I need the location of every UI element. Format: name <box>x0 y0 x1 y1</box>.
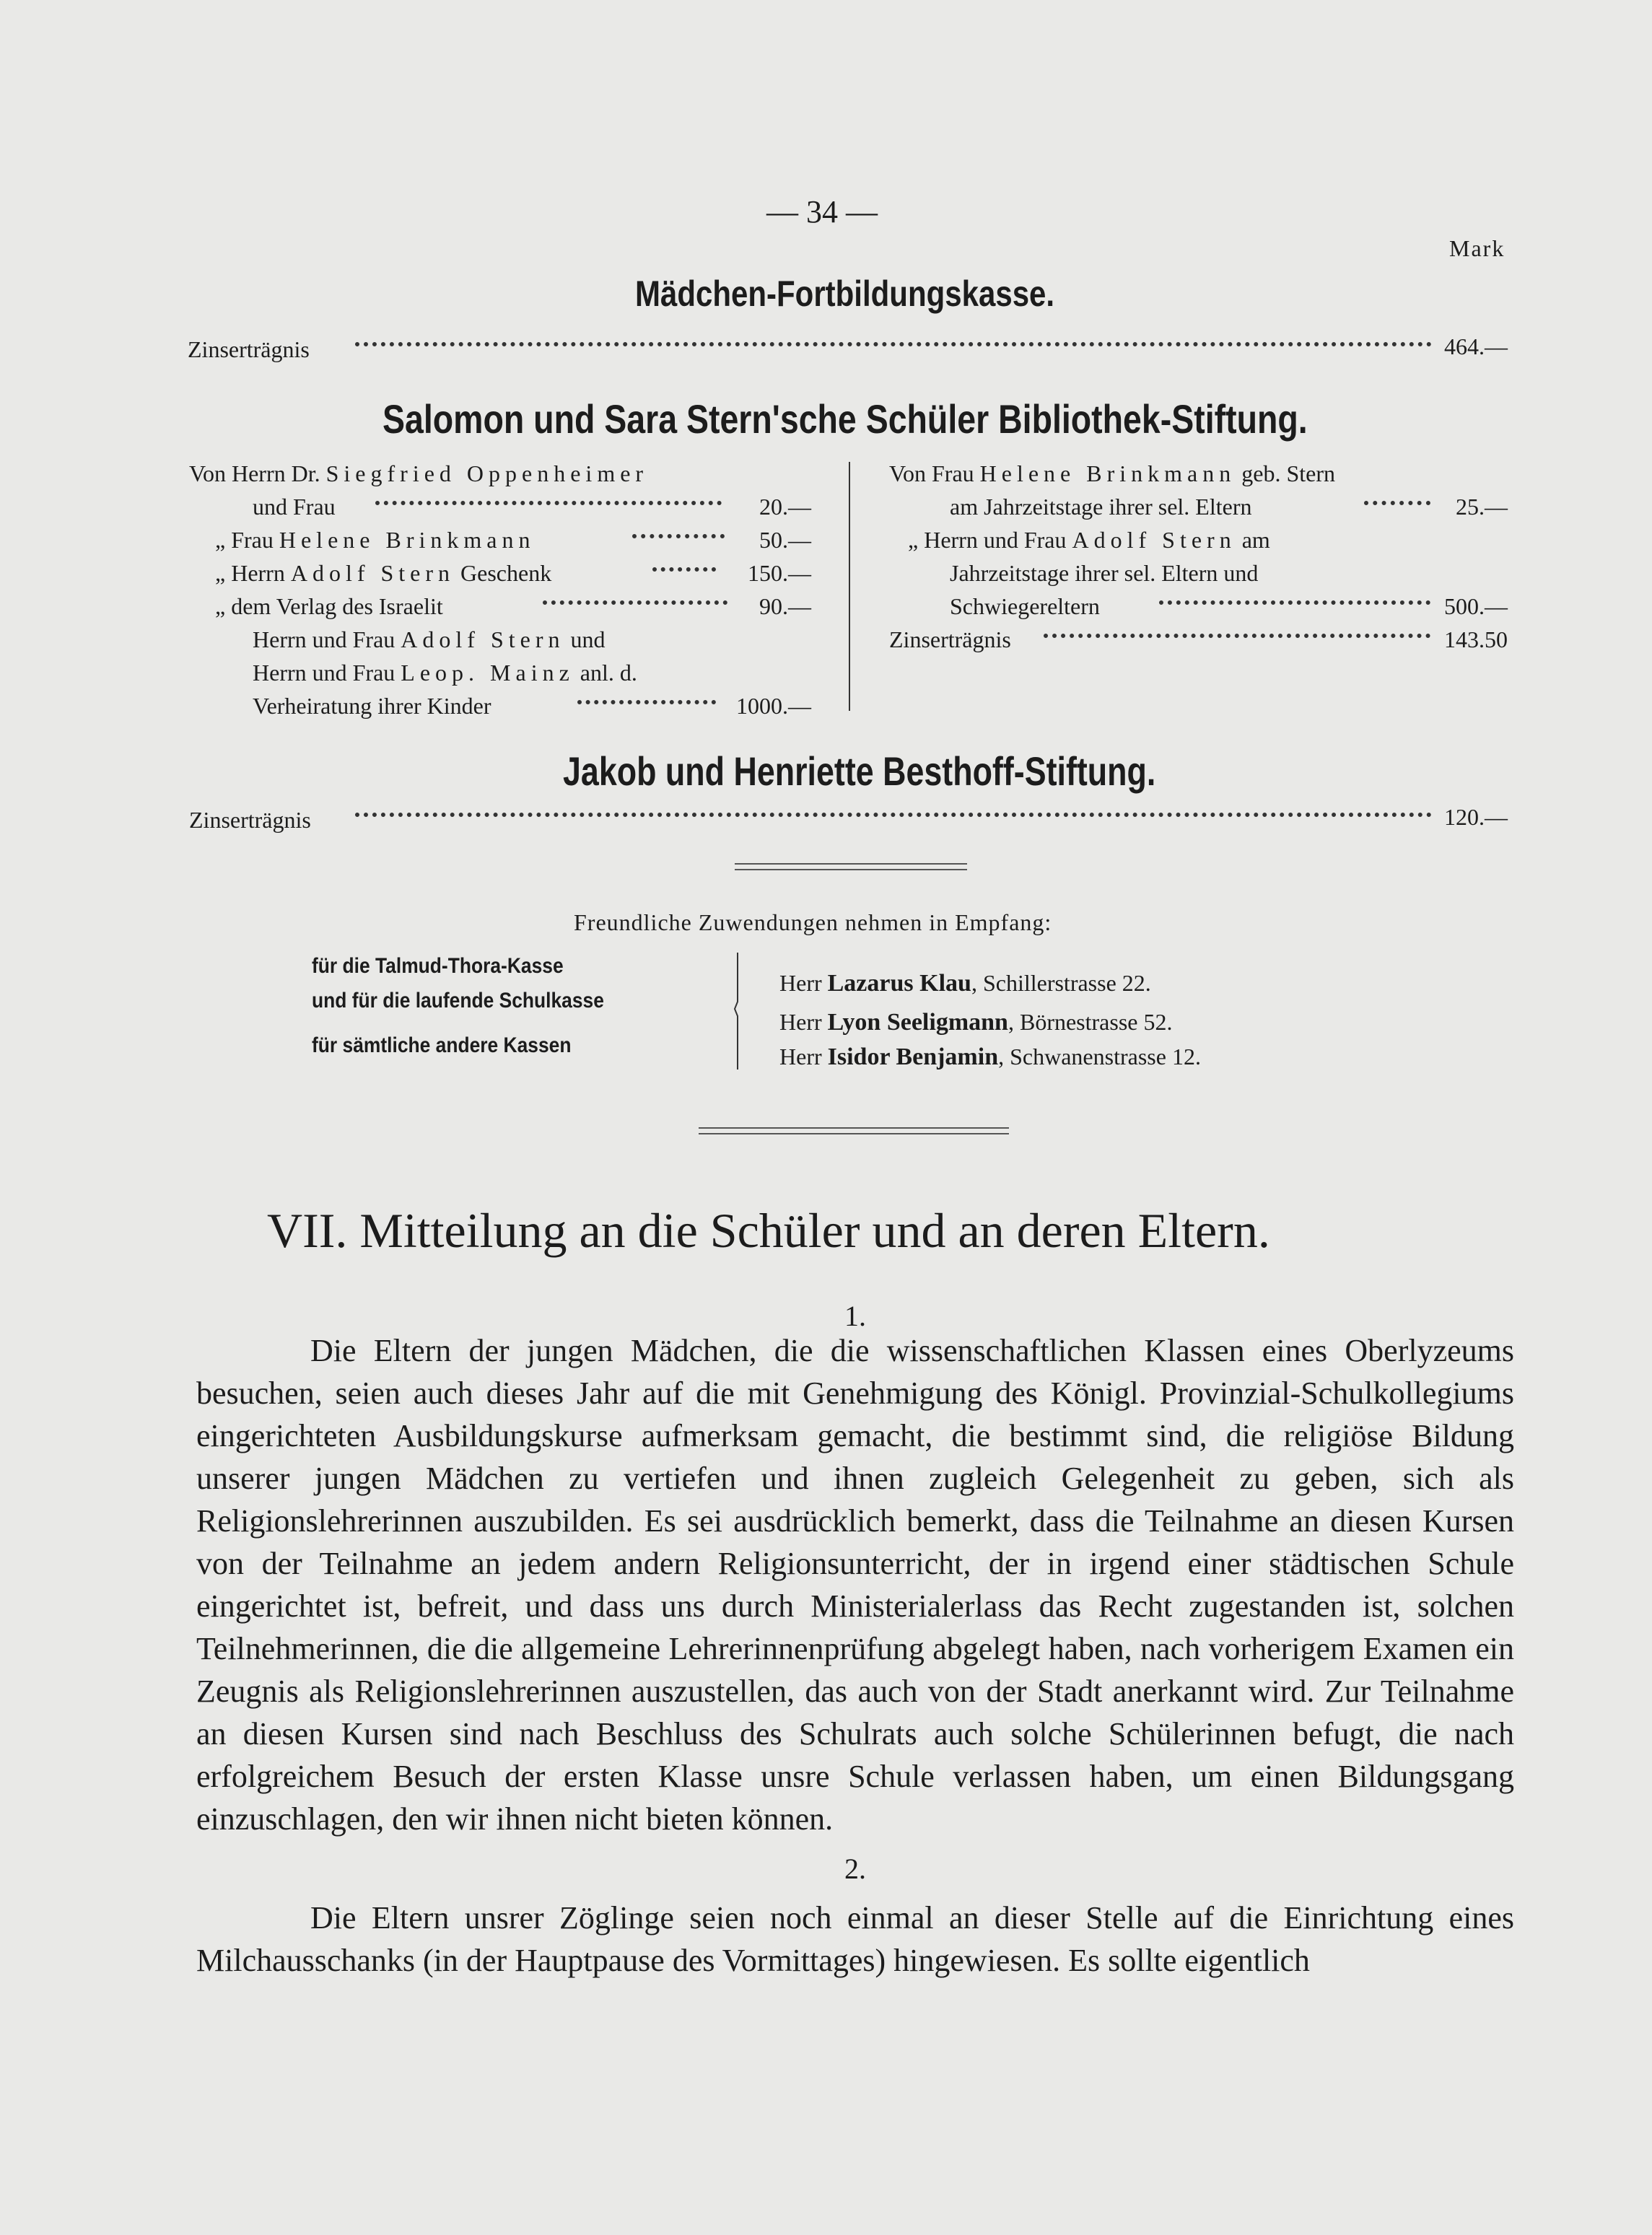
list-item: „ Herrn Adolf Stern Geschenk <box>215 560 552 586</box>
list-item: und Frau <box>253 494 336 520</box>
contact-label: für die Talmud-Thora-Kasse <box>312 954 564 978</box>
list-item: Von Herrn Dr. Siegfried Oppenheimer <box>189 460 649 486</box>
list-item: „ dem Verlag des Israelit <box>215 593 443 619</box>
page-number: — 34 — <box>766 194 878 229</box>
list-item: Zinserträgnis <box>889 626 1011 652</box>
section-heading: VII. Mitteilung an die Schüler und an deren Eltern. <box>267 1203 1270 1258</box>
leader-dots <box>1159 600 1430 605</box>
paragraph-number: 1. <box>844 1300 866 1332</box>
contact-label: für sämtliche andere Kassen <box>312 1033 572 1057</box>
amount: 90.— <box>759 593 811 619</box>
currency-header: Mark <box>1449 235 1505 261</box>
paragraph-number: 2. <box>844 1853 866 1885</box>
maedchen-heading: Mädchen-Fortbildungskasse. <box>635 274 1055 314</box>
list-item: „ Frau Helene Brinkmann <box>215 527 536 553</box>
amount: 25.— <box>1456 494 1508 520</box>
contact-label: und für die laufende Schulkasse <box>312 989 604 1012</box>
divider <box>699 1133 1009 1134</box>
amount: 1000.— <box>736 693 811 719</box>
besthoff-amount: 120.— <box>1444 804 1508 830</box>
contact-person: Herr Lazarus Klau, Schillerstrasse 22. <box>779 970 1151 997</box>
list-item: Verheiratung ihrer Kinder <box>253 693 491 719</box>
amount: 150.— <box>748 560 811 586</box>
amount: 143.50 <box>1444 626 1508 652</box>
amount: 500.— <box>1444 593 1508 619</box>
leader-dots <box>543 600 727 605</box>
list-item: am Jahrzeitstage ihrer sel. Eltern <box>950 494 1252 520</box>
divider <box>699 1127 1009 1129</box>
leader-dots <box>1044 634 1430 638</box>
leader-dots <box>375 501 722 505</box>
paragraph-1: Die Eltern der jungen Mädchen, die die wissenschaftlichen Klassen eines Oberlyzeums besuchen, seien auch dieses Jahr auf die mit Genehmigung des Königl. Provinzial-Schulkollegiums eingerichteten Ausbildungskurse aufmerksam gemacht, die bestimmt sind, die religiöse Bildung unserer jungen Mädchen zu vertiefen und ihnen zugleich Gelegenheit zu geben, sich als Religionslehrerinnen auszubilden. Es sei ausdrücklich bemerkt, dass die Teilnahme an diesen Kursen von der Teilnahme an jedem andern Religionsunterricht, der in irgend einer städtischen Schule eingerichtet ist, befreit, und dass uns durch Ministerialerlass das Recht zugestanden ist, solchen Teilnehmerinnen, die die allgemeine Lehrerinnenprüfung abgelegt haben, nach vorherigem Examen ein Zeugnis als Religionslehrerinnen auszustellen, das auch von der Stadt anerkannt wird. Zur Teilnahme an diesen Kursen sind nach Beschluss des Schulrats auch solche Schülerinnen befugt, die nach erfolgreichem Besuch der ersten Klasse unsre Schule verlassen haben, um einen Bildungsgang einzuschlagen, den wir ihnen nicht bieten können. <box>196 1333 1514 1837</box>
list-item: „ Herrn und Frau Adolf Stern am <box>908 527 1270 553</box>
leader-dots <box>355 342 1432 346</box>
list-item: Jahrzeitstage ihrer sel. Eltern und <box>950 560 1259 586</box>
leader-dots <box>1364 501 1430 505</box>
besthoff-label: Zinserträgnis <box>189 807 311 833</box>
contact-person: Herr Isidor Benjamin, Schwanenstrasse 12. <box>779 1044 1201 1070</box>
list-item: Von Frau Helene Brinkmann geb. Stern <box>889 460 1335 486</box>
leader-dots <box>652 567 716 572</box>
maedchen-label: Zinserträgnis <box>188 336 310 362</box>
list-item: Herrn und Frau Leop. Mainz anl. d. <box>253 660 637 686</box>
contacts-intro: Freundliche Zuwendungen nehmen in Empfang: <box>574 909 1052 935</box>
list-item: Schwiegereltern <box>950 593 1100 619</box>
amount: 50.— <box>759 527 811 553</box>
brace <box>727 951 745 1071</box>
column-divider <box>849 462 850 711</box>
maedchen-amount: 464.— <box>1444 333 1508 359</box>
leader-dots <box>577 700 716 704</box>
leader-dots <box>355 813 1432 817</box>
stern-heading: Salomon und Sara Stern'sche Schüler Bibliothek-Stiftung. <box>383 396 1308 442</box>
amount: 20.— <box>759 494 811 520</box>
divider <box>735 863 967 865</box>
list-item: Herrn und Frau Adolf Stern und <box>253 626 606 652</box>
besthoff-heading: Jakob und Henriette Besthoff-Stiftung. <box>563 748 1156 794</box>
divider <box>735 869 967 870</box>
leader-dots <box>632 534 725 538</box>
contact-person: Herr Lyon Seeligmann, Börnestrasse 52. <box>779 1009 1173 1036</box>
paragraph-2: Die Eltern unsrer Zöglinge seien noch einmal an dieser Stelle auf die Einrichtung eines Milchausschanks (in der Hauptpause des Vormittages) hingewiesen. Es sollte eigentlich <box>196 1900 1514 1978</box>
